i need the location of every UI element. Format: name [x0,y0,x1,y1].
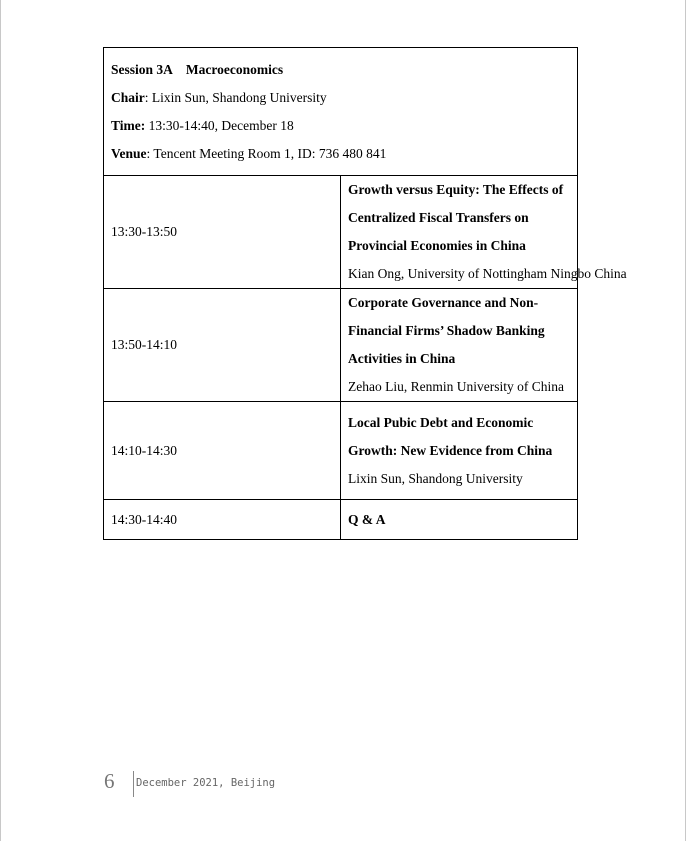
footer-text: December 2021, Beijing [136,777,276,789]
session-code: Session 3A [111,61,173,77]
session-title-line [111,56,570,84]
paper-cell [341,289,578,402]
time-label: Time: [111,117,146,133]
page-edge-right [685,0,686,841]
table-row [104,289,578,402]
time-line [111,112,570,140]
paper-author: Kian Ong, University of Nottingham Ningbo China [348,266,627,281]
chair-value: : Lixin Sun, Shandong University [144,89,327,105]
paper-cell [341,176,627,289]
paper-title: Corporate Governance and Non-Financial Firms’ Shadow Banking Activities in China [348,295,545,366]
chair-line [111,84,570,112]
time-value: 13:30-14:40, December 18 [145,117,294,133]
session-topic: Macroeconomics [185,61,284,77]
footer-divider [133,771,134,797]
paper-author: Lixin Sun, Shandong University [348,470,523,486]
venue-line [111,140,570,168]
session-header-cell [104,48,578,176]
venue-value: : Tencent Meeting Room 1, ID: 736 480 841 [146,145,387,161]
qa-title: Q & A [348,511,386,527]
session-header-row [104,48,578,176]
qa-cell [341,500,578,540]
venue-label: Venue [111,145,147,161]
time-cell: 14:30-14:40 [104,500,341,540]
page-edge-left [0,0,1,841]
time-cell: 13:30-13:50 [104,176,341,289]
chair-label: Chair [111,89,145,105]
paper-title: Local Pubic Debt and Economic Growth: New Evidence from China [348,414,553,458]
table-row [104,402,578,500]
session-table [103,47,627,540]
table-row [104,500,578,540]
paper-author: Zehao Liu, Renmin University of China [348,379,564,394]
time-cell: 13:50-14:10 [104,289,341,402]
paper-cell [341,402,578,500]
time-cell: 14:10-14:30 [104,402,341,500]
page-number: 6 [104,769,115,793]
table-row [104,176,578,289]
paper-title: Growth versus Equity: The Effects of Centralized Fiscal Transfers on Provincial Economies in China [348,182,564,253]
